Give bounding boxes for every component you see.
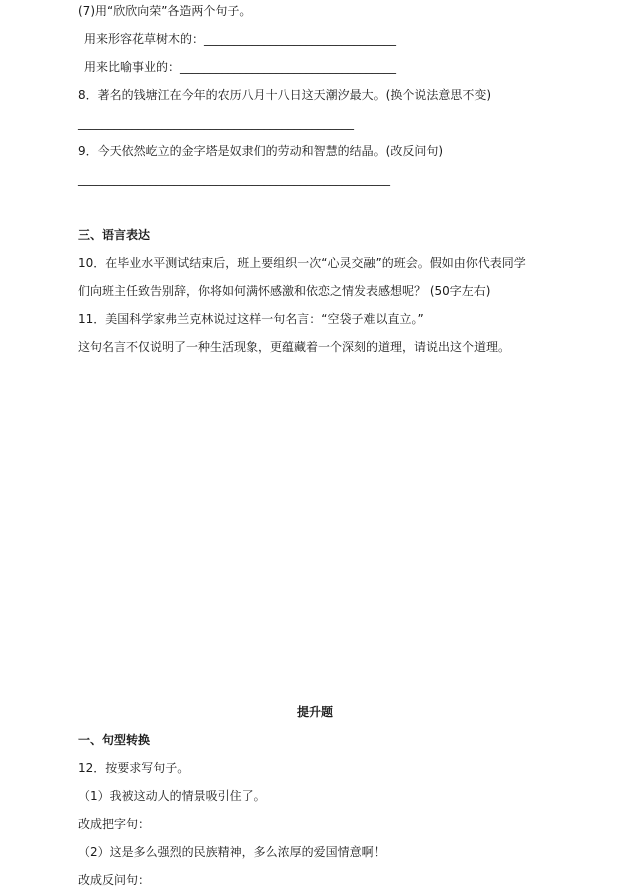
line-q12-item2-task: 改成反问句： [78,873,151,887]
line-q7-career: 用来比喻事业的：____________________________________ [84,60,397,74]
line-q12-item2: （2）这是多么强烈的民族精神，多么浓厚的爱国情意啊！ [78,845,386,859]
line-q10-part1: 10．在毕业水平测试结束后，班上要组织一次“心灵交融”的班会。假如由你代表同学 [78,256,526,270]
section-title-advanced: 提升题 [296,705,333,719]
line-q8-prompt: 8．著名的钱塘江在今年的农历八月十八日这天潮汐最大。(换个说法意思不变) [78,88,492,102]
section-heading-language-expression: 三、语言表达 [78,228,151,242]
section-heading-sentence-conversion: 一、句型转换 [78,733,151,747]
line-q8-answer: ______________________________________________ [78,116,354,130]
line-q10-part2: 们向班主任致告别辞，你将如何满怀感激和依恋之情发表感想呢？ (50字左右) [78,284,491,298]
line-q12-item1-task: 改成把字句： [78,817,151,831]
line-q11-quote: 11．美国科学家弗兰克林说过这样一句名言：“空袋子难以直立。” [78,312,424,326]
line-q12-prompt: 12．按要求写句子。 [78,761,190,775]
line-q11-prompt: 这句名言不仅说明了一种生活现象，更蕴藏着一个深刻的道理，请说出这个道理。 [78,340,511,354]
line-q7-flowers: 用来形容花草树木的：________________________________ [84,32,397,46]
line-q9-prompt: 9．今天依然屹立的金字塔是奴隶们的劳动和智慧的结晶。(改反问句) [78,144,444,158]
line-q9-answer: ____________________________________________________ [78,172,390,186]
line-q12-item1: （1）我被这动人的情景吸引住了。 [78,789,266,803]
line-q7-prompt: (7)用“欣欣向荣”各造两个句子。 [78,4,252,18]
